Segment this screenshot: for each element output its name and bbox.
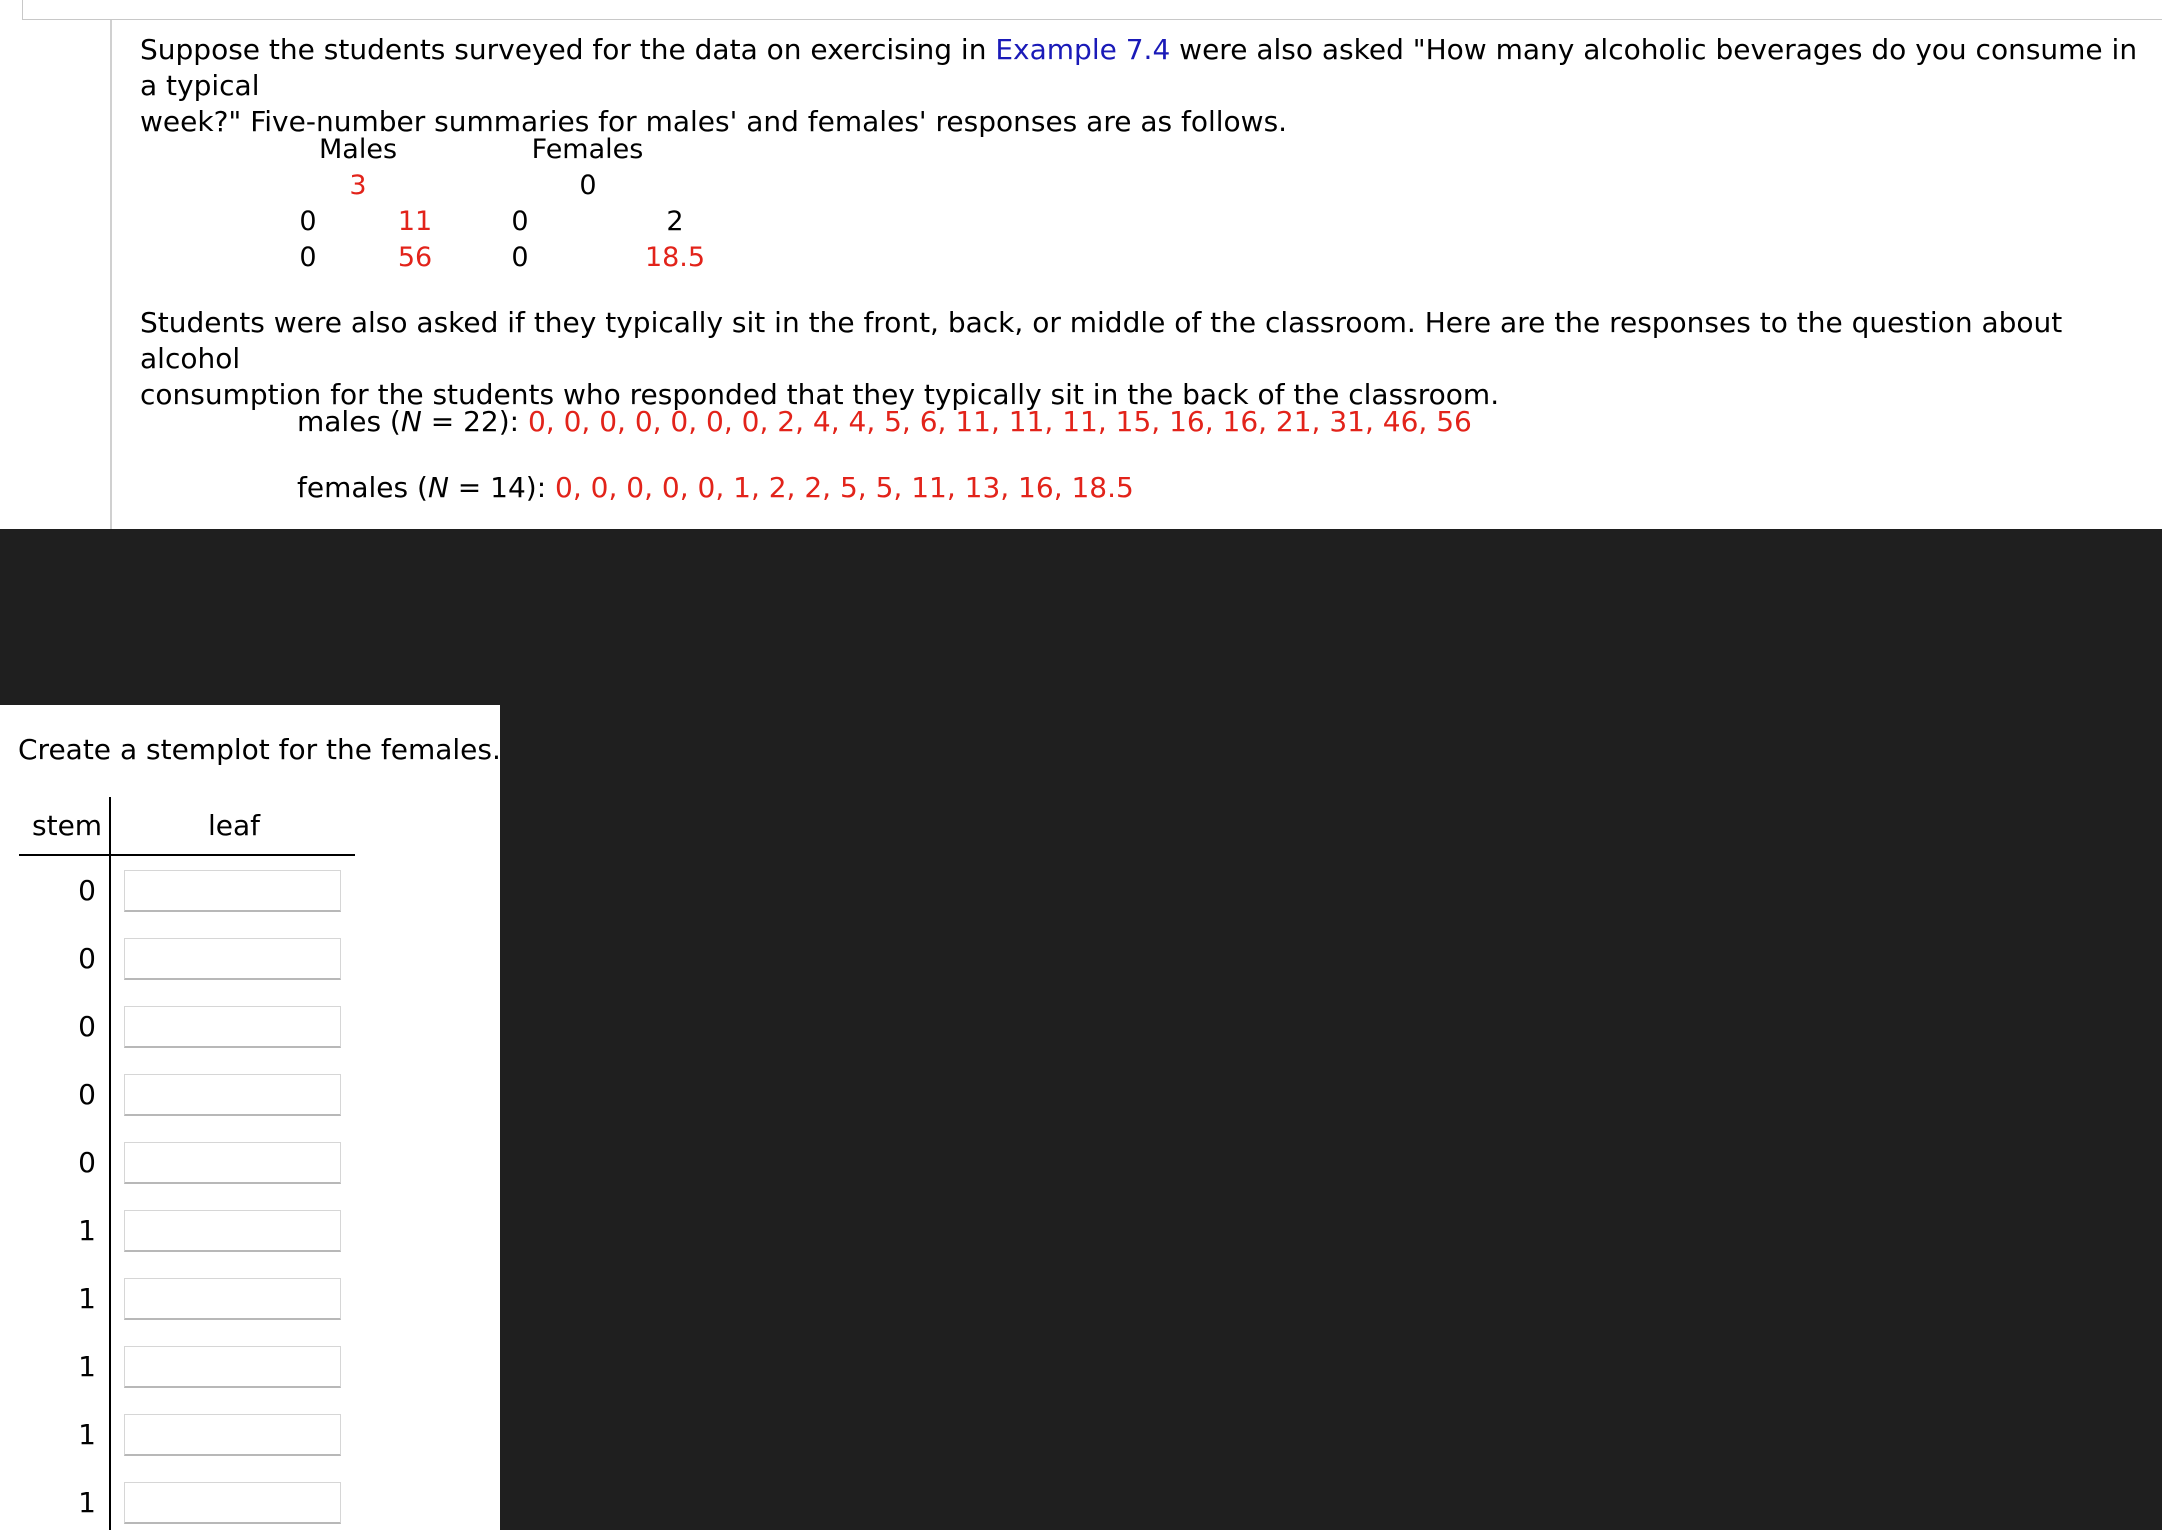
- stemplot-row: [0, 868, 360, 914]
- intro-text-line2: week?" Five-number summaries for males' and females' responses are as follows.: [140, 105, 1288, 138]
- intro-paragraph: [140, 32, 2140, 140]
- stemplot-row: [0, 936, 360, 982]
- stem-value: 0: [78, 874, 96, 907]
- intro-text-part2: were also asked "How many alcoholic beverages do you consume in a typical: [140, 33, 2138, 102]
- leaf-input[interactable]: [124, 1482, 341, 1524]
- females-values: 0, 0, 0, 0, 0, 1, 2, 2, 5, 5, 11, 13, 16, 18.5: [555, 471, 1134, 504]
- example-link[interactable]: Example 7.4: [995, 33, 1171, 66]
- males-data-line: [297, 404, 1472, 440]
- stem-value: 0: [78, 1146, 96, 1179]
- stemplot-header-rule: [19, 854, 355, 856]
- leaf-input[interactable]: [124, 1074, 341, 1116]
- left-margin-rule: [110, 20, 112, 529]
- males-q1: 0: [299, 206, 317, 237]
- leaf-input[interactable]: [124, 1142, 341, 1184]
- females-max: 18.5: [644, 242, 706, 273]
- stemplot-prompt: Create a stemplot for the females.: [18, 733, 501, 766]
- stem-value: 0: [78, 1078, 96, 1111]
- males-min: 0: [299, 242, 317, 273]
- stemplot-row: [0, 1208, 360, 1254]
- females-median: 0: [579, 170, 597, 201]
- stemplot-row: [0, 1072, 360, 1118]
- males-n-equals: = 22):: [421, 405, 528, 438]
- stem-value: 0: [78, 942, 96, 975]
- stem-header: stem: [32, 809, 103, 842]
- stemplot-row: [0, 1004, 360, 1050]
- stemplot-row: [0, 1412, 360, 1458]
- females-n-variable: N: [427, 471, 449, 504]
- males-max: 56: [397, 242, 433, 273]
- females-prefix: females (: [297, 471, 428, 504]
- leaf-input[interactable]: [124, 1210, 341, 1252]
- males-q3: 11: [397, 206, 433, 237]
- males-prefix: males (: [297, 405, 401, 438]
- females-q3: 2: [666, 206, 684, 237]
- intro-text-part1: Suppose the students surveyed for the data on exercising in: [140, 33, 996, 66]
- stemplot-row: [0, 1140, 360, 1186]
- stem-value: 1: [78, 1350, 96, 1383]
- leaf-input[interactable]: [124, 1006, 341, 1048]
- context-line1: Students were also asked if they typically sit in the front, back, or middle of the classroom. Here are the responses to the question about alcohol: [140, 306, 2063, 375]
- males-median: 3: [349, 170, 367, 201]
- leaf-header: leaf: [208, 809, 261, 842]
- leaf-input[interactable]: [124, 1414, 341, 1456]
- females-min: 0: [511, 242, 529, 273]
- stemplot-row: [0, 1276, 360, 1322]
- females-data-line: [297, 470, 1134, 506]
- leaf-input[interactable]: [124, 870, 341, 912]
- females-label: Females: [531, 134, 644, 165]
- stem-value: 0: [78, 1010, 96, 1043]
- males-n-variable: N: [400, 405, 422, 438]
- stem-value: 1: [78, 1214, 96, 1247]
- stem-value: 1: [78, 1486, 96, 1519]
- males-values: 0, 0, 0, 0, 0, 0, 0, 2, 4, 4, 5, 6, 11, 11, 11, 15, 16, 16, 21, 31, 46, 56: [527, 405, 1472, 438]
- leaf-input[interactable]: [124, 938, 341, 980]
- stem-value: 1: [78, 1282, 96, 1315]
- context-line2: consumption for the students who responded that they typically sit in the back of the classroom.: [140, 378, 1500, 411]
- males-label: Males: [318, 134, 398, 165]
- leaf-input[interactable]: [124, 1278, 341, 1320]
- context-paragraph: [140, 305, 2140, 413]
- stem-value: 1: [78, 1418, 96, 1451]
- leaf-input[interactable]: [124, 1346, 341, 1388]
- stemplot-row: [0, 1344, 360, 1390]
- females-n-equals: = 14):: [448, 471, 556, 504]
- stemplot-row: [0, 1480, 360, 1526]
- panel-border: [22, 0, 2162, 20]
- females-q1: 0: [511, 206, 529, 237]
